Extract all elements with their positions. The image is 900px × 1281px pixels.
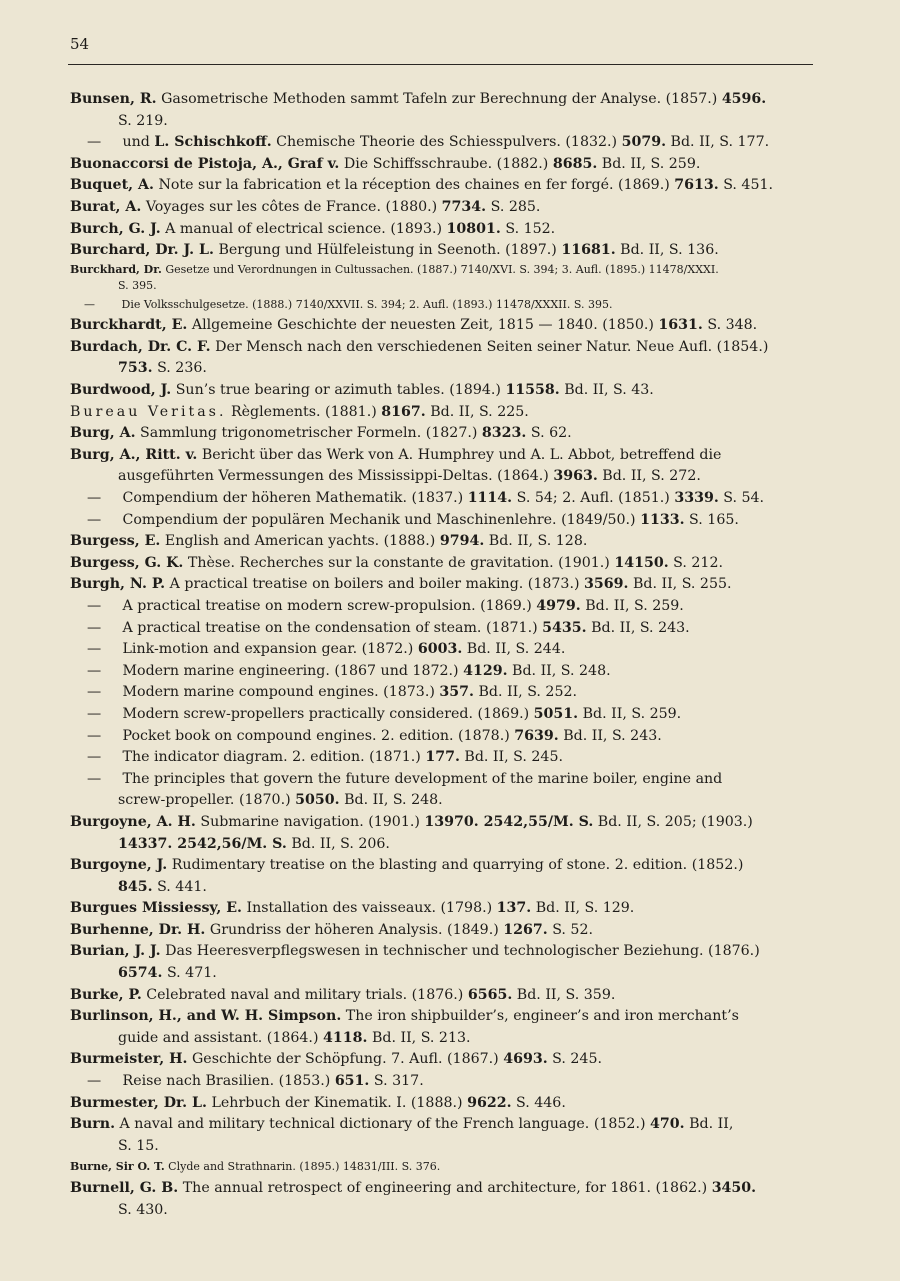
author-name: Burg, A. <box>70 425 136 442</box>
list-item <box>70 985 812 1007</box>
entry-text: guide and assistant. (1864.) <box>118 1029 323 1046</box>
entry-text: Bd. II, S. 243. <box>586 619 690 636</box>
entry-text: Modern marine engineering. (1867 und 1872.) <box>118 662 464 679</box>
catalog-number: 9794. <box>439 533 485 550</box>
entry-text: S. 430. <box>118 1201 168 1218</box>
catalog-number: 3963. <box>553 468 598 485</box>
header-rule <box>68 64 813 65</box>
ditto-dash: — <box>87 597 102 614</box>
author-name: Burg, A., Ritt. v. <box>70 446 198 463</box>
author-name: Burmester, Dr. L. <box>70 1094 207 1111</box>
entry-text: A manual of electrical science. (1893.) <box>160 220 447 237</box>
list-item <box>70 423 812 445</box>
ditto-dash: — <box>87 619 102 636</box>
author-name: Bunsen, R. <box>70 91 157 107</box>
list-item <box>70 197 812 219</box>
catalog-number: 3339. <box>674 490 719 506</box>
catalog-number: 7613. <box>674 177 719 194</box>
entry-text: S. 245. <box>547 1051 602 1068</box>
catalog-number: 5050. <box>295 792 340 809</box>
author-name: Burgoyne, J. <box>70 857 168 874</box>
catalog-number: 1133. <box>640 511 685 528</box>
entry-text: The annual retrospect of engineering and architecture, for 1861. (1862.) <box>178 1179 712 1196</box>
entry-text: S. 451. <box>718 177 774 194</box>
catalog-number: 8685. <box>552 155 598 172</box>
list-item <box>84 297 809 314</box>
author-name: L. Schischkoff. <box>154 134 272 151</box>
entry-text: Bd. II, S. 252. <box>473 684 578 701</box>
entry-text: The iron shipbuilder’s, engineer’s and iron merchant’s <box>341 1008 739 1025</box>
ditto-dash: — <box>87 662 102 679</box>
entry-text: Rudimentary treatise on the blasting and quarrying of stone. 2. edition. (1852.) <box>167 857 744 874</box>
author-name: Burat, A. <box>70 198 142 215</box>
ditto-dash: — <box>87 641 102 658</box>
entry-text: Clyde and Strathnarin. (1895.) 14831/III. S. 376. <box>164 1160 441 1174</box>
list-item <box>70 1178 812 1221</box>
ditto-dash: — <box>87 749 102 766</box>
ditto-dash: — <box>87 684 102 701</box>
entry-text: Lehrbuch der Kinematik. I. (1888.) <box>206 1094 468 1111</box>
entry-text: Bd. II, S. 225. <box>425 403 529 420</box>
catalog-number: 470. <box>650 1116 685 1133</box>
entry-text: A practical treatise on the condensation of steam. (1871.) <box>118 619 543 636</box>
entry-text: Chemische Theorie des Schiesspulvers. (1832.) <box>271 134 622 151</box>
entry-text: Note sur la fabrication et la réception des chaines en fer forgé. (1869.) <box>153 177 675 194</box>
catalog-number: 4979. <box>536 597 581 614</box>
entry-text: Reise nach Brasilien. (1853.) <box>118 1073 335 1090</box>
entry-text: Bd. II, S. 244. <box>462 641 566 658</box>
ditto-dash: — <box>87 727 102 744</box>
ditto-dash: — <box>87 705 102 722</box>
catalog-number: 5079. <box>621 134 667 151</box>
entry-text: Die Volksschulgesetze. (1888.) 7140/XXVII. S. 394; 2. Aufl. (1893.) 11478/XXXII. S. 395. <box>118 297 613 311</box>
list-item <box>87 639 812 661</box>
list-item <box>70 941 812 984</box>
entry-text: Bd. II, S. 177. <box>666 134 770 151</box>
author-name: Burckhardt, E. <box>70 317 188 334</box>
entry-text: Voyages sur les côtes de France. (1880.) <box>141 198 442 215</box>
list-item <box>87 618 812 640</box>
list-item <box>70 1049 812 1071</box>
catalog-number: 6565. <box>467 986 513 1003</box>
list-item <box>70 262 812 295</box>
author-name: Burdach, Dr. C. F. <box>70 338 211 355</box>
author-name: Burdwood, J. <box>70 382 172 399</box>
entry-text: Geschichte der Schöpfung. 7. Aufl. (1867.) <box>187 1051 504 1068</box>
author-name: Bureau Veritas. <box>70 403 227 420</box>
entry-text: Bd. II, S. 359. <box>512 986 616 1003</box>
entry-text: Gesetze und Verordnungen in Cultussachen. (1887.) 7140/XVI. S. 394; 3. Aufl. (1895.) 11478/XXXI. <box>161 262 719 276</box>
list-item <box>87 661 812 683</box>
catalog-number: 11558. <box>505 382 560 399</box>
author-name: Burn. <box>70 1116 116 1133</box>
list-item <box>70 1093 812 1115</box>
entry-text: Die Schiffsschraube. (1882.) <box>339 155 553 172</box>
entry-text: S. 219. <box>118 112 168 129</box>
list-item <box>70 553 812 575</box>
list-item <box>70 402 812 424</box>
entry-text: Bd. II, S. 129. <box>531 900 635 917</box>
entry-text: A naval and military technical dictionary of the French language. (1852.) <box>115 1116 651 1133</box>
author-name: Burne, Sir O. T. <box>70 1160 165 1174</box>
author-name: Buonaccorsi de Pistoja, A., Graf v. <box>70 155 340 172</box>
entry-text: Bd. II, S. 43. <box>559 382 654 399</box>
list-item <box>87 1071 812 1093</box>
entry-text: S. 152. <box>500 220 556 237</box>
ditto-dash: — <box>87 490 102 506</box>
catalog-number: 10801. <box>446 220 501 237</box>
entry-text: S. 62. <box>526 425 572 442</box>
entry-text: S. 285. <box>486 198 541 215</box>
catalog-number: 13970. 2542,55/M. S. <box>424 813 594 830</box>
entry-text: S. 54. <box>718 490 765 506</box>
entry-text: Bd. II, S. 243. <box>558 727 662 744</box>
catalog-number: 845. <box>118 878 153 895</box>
entry-text: Thèse. Recherches sur la constante de gravitation. (1901.) <box>183 554 615 571</box>
entry-text: Bd. II, S. 248. <box>507 662 611 679</box>
author-name: Burgess, E. <box>70 533 161 550</box>
author-name: Burckhard, Dr. <box>70 262 162 276</box>
catalog-number: 6003. <box>417 641 463 658</box>
entry-list <box>0 89 900 1221</box>
list-item <box>87 769 812 812</box>
entry-text: S. 52. <box>547 921 593 938</box>
entry-text: Bd. II, S. 205; (1903.) <box>593 813 753 830</box>
ditto-dash: — <box>87 1073 102 1090</box>
catalog-number: 137. <box>496 900 532 917</box>
list-item <box>87 132 812 154</box>
entry-text: S. 471. <box>162 965 217 982</box>
entry-text: Das Heeresverpflegswesen in technischer und technologischer Beziehung. (1876.) <box>160 943 760 960</box>
catalog-number: 753. <box>118 360 153 377</box>
entry-text: und <box>118 134 155 151</box>
author-name: Burke, P. <box>70 986 142 1003</box>
entry-text: Bd. II, S. 245. <box>459 749 563 766</box>
entry-text: screw-propeller. (1870.) <box>118 792 296 809</box>
entry-text: Bd. II, S. 259. <box>580 597 684 614</box>
entry-text: The indicator diagram. 2. edition. (1871.) <box>118 749 426 766</box>
author-name: Burian, J. J. <box>70 943 161 960</box>
ditto-dash: — <box>87 511 102 528</box>
entry-text: Bd. II, S. 128. <box>484 533 588 550</box>
list-item <box>87 510 812 532</box>
list-item <box>70 175 812 197</box>
page-number: 54 <box>70 35 90 53</box>
entry-text: English and American yachts. (1888.) <box>160 533 440 550</box>
entry-text: Installation des vaisseaux. (1798.) <box>241 900 497 917</box>
list-item <box>87 704 812 726</box>
ditto-dash: — <box>87 770 102 787</box>
list-item <box>70 812 812 855</box>
catalog-number: 4118. <box>323 1029 368 1046</box>
entry-text: Bd. II, S. 259. <box>597 155 701 172</box>
entry-text: Bd. II, S. 248. <box>339 792 443 809</box>
entry-text: Bd. II, S. 259. <box>578 705 682 722</box>
entry-text: S. 446. <box>511 1094 566 1111</box>
list-item <box>70 1006 812 1049</box>
ditto-dash: — <box>84 297 95 311</box>
author-name: Buquet, A. <box>70 177 154 194</box>
entry-text: Bd. II, S. 255. <box>628 576 732 593</box>
entry-text: Bd. II, S. 213. <box>367 1029 471 1046</box>
author-name: Burchard, Dr. J. L. <box>70 242 214 259</box>
list-item <box>87 726 812 748</box>
list-item <box>87 747 812 769</box>
entry-text: S. 348. <box>702 317 758 334</box>
catalog-number: 1114. <box>467 490 513 506</box>
entry-text: Bericht über das Werk von A. Humphrey und A. L. Abbot, betreffend die <box>197 446 722 463</box>
entry-text: Bd. II, <box>684 1116 734 1133</box>
entry-text: Bd. II, S. 206. <box>286 835 390 852</box>
author-name: Burhenne, Dr. H. <box>70 921 206 938</box>
author-name: Burgoyne, A. H. <box>70 813 196 830</box>
entry-text: Modern marine compound engines. (1873.) <box>118 684 440 701</box>
list-item <box>87 488 812 510</box>
catalog-number: 3450. <box>711 1179 757 1196</box>
list-item <box>70 1114 812 1157</box>
author-name: Burnell, G. B. <box>70 1179 179 1196</box>
entry-text: S. 212. <box>668 554 723 571</box>
entry-text: Bd. II, S. 136. <box>615 242 719 259</box>
list-item <box>70 154 812 176</box>
list-item <box>70 574 812 596</box>
entry-text: Sun’s true bearing or azimuth tables. (1894.) <box>171 382 506 399</box>
catalog-number: 14150. <box>614 554 669 571</box>
entry-text: Règlements. (1881.) <box>226 403 382 420</box>
entry-text: S. 165. <box>684 511 739 528</box>
catalog-number: 4129. <box>463 662 508 679</box>
catalog-number: 4596. <box>721 91 767 107</box>
catalog-number: 1267. <box>503 921 548 938</box>
author-name: Burch, G. J. <box>70 220 161 237</box>
catalog-number: 8323. <box>481 425 527 442</box>
catalog-number: 177. <box>425 749 460 766</box>
entry-text: Celebrated naval and military trials. (1876.) <box>141 986 468 1003</box>
author-name: Burgess, G. K. <box>70 554 184 571</box>
catalog-number: 4693. <box>503 1051 548 1068</box>
entry-text: S. 236. <box>152 360 207 377</box>
list-item <box>70 380 812 402</box>
entry-text: Link-motion and expansion gear. (1872.) <box>118 641 418 658</box>
entry-text: S. 54; 2. Aufl. (1851.) <box>512 490 675 506</box>
list-item <box>87 596 812 618</box>
catalog-number: 5435. <box>542 619 587 636</box>
entry-text: Compendium der populären Mechanik und Maschinenlehre. (1849/50.) <box>118 511 641 528</box>
catalog-number: 14337. 2542,56/M. S. <box>118 835 287 852</box>
list-item <box>70 240 812 262</box>
catalog-number: 1631. <box>658 317 703 334</box>
author-name: Burlinson, H., and W. H. Simpson. <box>70 1008 342 1025</box>
author-name: Burgues Missiessy, E. <box>70 900 242 917</box>
list-item <box>87 682 812 704</box>
entry-text: A practical treatise on modern screw-propulsion. (1869.) <box>118 597 537 614</box>
catalog-number: 5051. <box>533 705 579 722</box>
entry-text: Der Mensch nach den verschiedenen Seiten seiner Natur. Neue Aufl. (1854.) <box>210 338 769 355</box>
list-item <box>70 898 812 920</box>
catalog-number: 9622. <box>467 1094 512 1111</box>
list-item <box>70 337 812 380</box>
catalog-number: 8167. <box>381 403 426 420</box>
catalog-number: 7639. <box>514 727 559 744</box>
list-item <box>70 445 812 488</box>
entry-text: S. 441. <box>152 878 207 895</box>
list-item <box>70 315 812 337</box>
catalog-number: 3569. <box>584 576 629 593</box>
list-item <box>70 89 812 132</box>
entry-text: Gasometrische Methoden sammt Tafeln zur Berechnung der Analyse. (1857.) <box>156 91 722 107</box>
author-name: Burmeister, H. <box>70 1051 188 1068</box>
catalog-number: 357. <box>439 684 474 701</box>
entry-text: Bd. II, S. 272. <box>597 468 701 485</box>
list-item <box>70 219 812 241</box>
list-item <box>70 531 812 553</box>
catalog-number: 11681. <box>561 242 616 259</box>
list-item <box>70 920 812 942</box>
entry-text: Sammlung trigonometrischer Formeln. (1827.) <box>135 425 482 442</box>
entry-text: Allgemeine Geschichte der neuesten Zeit, 1815 — 1840. (1850.) <box>187 317 659 334</box>
entry-text: Compendium der höheren Mathematik. (1837.) <box>118 490 468 506</box>
catalog-number: 6574. <box>118 965 163 982</box>
ditto-dash: — <box>87 134 102 151</box>
author-name: Burgh, N. P. <box>70 576 166 593</box>
entry-text: Bergung und Hülfeleistung in Seenoth. (1897.) <box>213 242 562 259</box>
entry-text: Pocket book on compound engines. 2. edition. (1878.) <box>118 727 515 744</box>
entry-text: Grundriss der höheren Analysis. (1849.) <box>205 921 504 938</box>
entry-text: Submarine navigation. (1901.) <box>195 813 425 830</box>
list-item <box>70 1159 812 1176</box>
entry-text: The principles that govern the future development of the marine boiler, engine and <box>118 770 723 787</box>
entry-text: S. 317. <box>369 1073 424 1090</box>
entry-text: ausgeführten Vermessungen des Mississippi-Deltas. (1864.) <box>118 468 554 485</box>
entry-text: S. 15. <box>118 1137 159 1154</box>
catalog-number: 7734. <box>441 198 487 215</box>
entry-text: S. 395. <box>118 279 157 293</box>
catalog-number: 651. <box>334 1073 370 1090</box>
entry-text: Modern screw-propellers practically considered. (1869.) <box>118 705 534 722</box>
entry-text: A practical treatise on boilers and boiler making. (1873.) <box>165 576 584 593</box>
list-item <box>70 855 812 898</box>
